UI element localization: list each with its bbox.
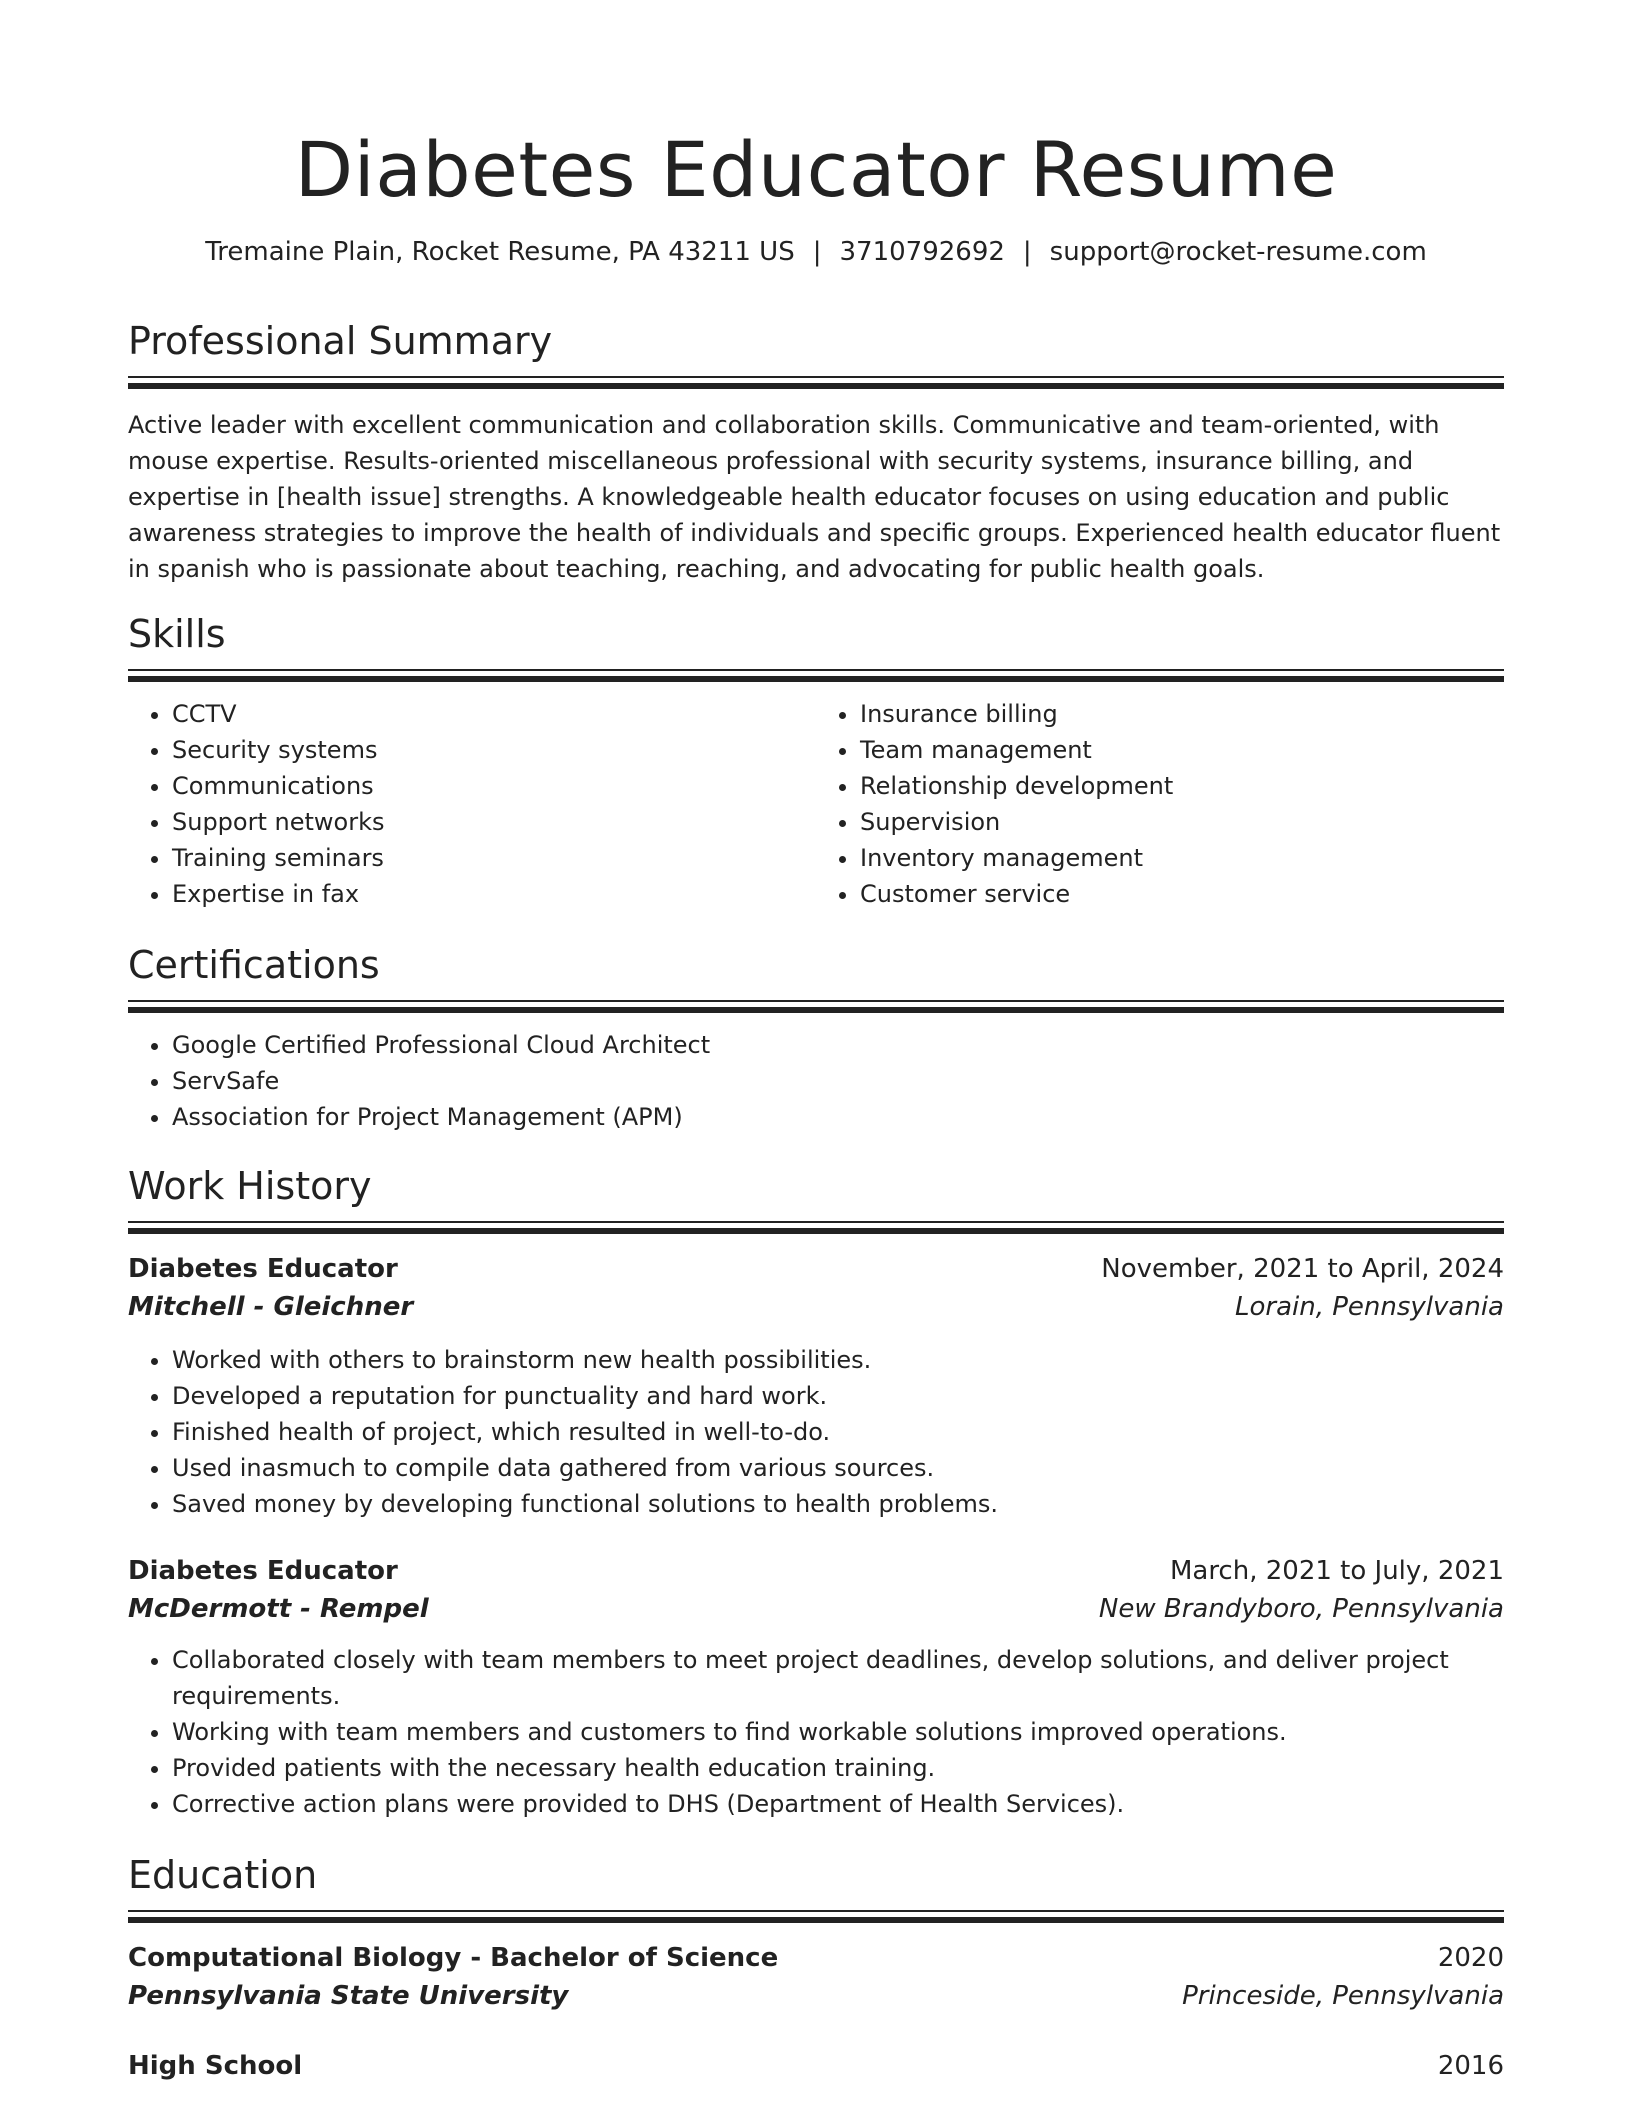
job-subheader <box>128 1288 1504 1326</box>
summary-text: Active leader with excellent communication and collaboration skills. Communicative and team-oriented, with mouse expertise. Results-oriented miscellaneous professional with security systems, insurance billing, and expertise in [health issue] strengths. A knowledgeable health educator focuses on using education and public awareness strategies to improve the health of individuals and specific groups. Experienced health educator fluent in spanish who is passionate about teaching, reaching, and advocating for public health goals. <box>128 411 1501 583</box>
education-heading: Education <box>128 1853 318 1897</box>
education-header <box>128 1939 1504 1977</box>
certifications-list <box>128 1027 1504 1135</box>
skills-section <box>128 609 1504 912</box>
certifications-heading: Certifications <box>128 943 380 987</box>
education-subheader <box>128 1977 1504 2015</box>
section-divider <box>128 1221 1504 1234</box>
skills-columns <box>128 696 1504 912</box>
contact-separator: | <box>1022 237 1032 267</box>
job-bullet: • Working with team members and customers to find workable solutions improved operations. <box>172 1714 1504 1750</box>
job-bullet: • Used inasmuch to compile data gathered from various sources. <box>172 1450 1504 1486</box>
skill-item: • Team management <box>860 732 1504 768</box>
contact-address: Tremaine Plain, Rocket Resume, PA 43211 US <box>205 237 795 267</box>
work-history-heading: Work History <box>128 1164 372 1208</box>
job-bullet: • Finished health of project, which resulted in well-to-do. <box>172 1414 1504 1450</box>
education-year: 2020 <box>1437 1943 1504 1973</box>
job-entry <box>128 1250 1504 1522</box>
skills-heading: Skills <box>128 612 226 656</box>
skill-item: • Security systems <box>172 732 816 768</box>
skills-list-left <box>128 696 816 912</box>
job-bullets <box>128 1342 1504 1522</box>
summary-section <box>128 316 1504 587</box>
section-divider <box>128 1910 1504 1923</box>
skill-item: • Communications <box>172 768 816 804</box>
education-school: Pennsylvania State University <box>128 1981 569 2011</box>
skill-item: • Expertise in fax <box>172 876 816 912</box>
job-company: McDermott - Rempel <box>128 1594 429 1624</box>
job-dates: November, 2021 to April, 2024 <box>1101 1254 1504 1284</box>
section-divider <box>128 376 1504 389</box>
job-location: Lorain, Pennsylvania <box>1235 1292 1504 1322</box>
education-degree: Computational Biology - Bachelor of Science <box>128 1943 779 1973</box>
job-bullet: • Developed a reputation for punctuality and hard work. <box>172 1378 1504 1414</box>
job-location: New Brandyboro, Pennsylvania <box>1098 1594 1504 1624</box>
contact-line <box>128 234 1504 270</box>
contact-separator: | <box>812 237 822 267</box>
job-bullet: • Provided patients with the necessary health education training. <box>172 1750 1504 1786</box>
section-divider <box>128 669 1504 682</box>
job-header <box>128 1552 1504 1590</box>
skills-list-right <box>816 696 1504 912</box>
education-degree: High School <box>128 2051 303 2081</box>
skill-item: • Supervision <box>860 804 1504 840</box>
contact-phone: 3710792692 <box>839 237 1005 267</box>
skill-item: • CCTV <box>172 696 816 732</box>
education-entry <box>128 1939 1504 2015</box>
contact-email: support@rocket-resume.com <box>1049 237 1427 267</box>
certification-item: • Association for Project Management (APM) <box>172 1099 1504 1135</box>
certification-item: • Google Certified Professional Cloud Architect <box>172 1027 1504 1063</box>
work-history-section <box>128 1161 1504 1822</box>
job-company: Mitchell - Gleichner <box>128 1292 414 1322</box>
skill-item: • Training seminars <box>172 840 816 876</box>
summary-heading: Professional Summary <box>128 319 553 363</box>
job-bullets <box>128 1642 1504 1822</box>
education-entry <box>128 2047 1504 2085</box>
job-entry <box>128 1552 1504 1822</box>
skill-item: • Customer service <box>860 876 1504 912</box>
section-divider <box>128 1000 1504 1013</box>
job-title: Diabetes Educator <box>128 1254 398 1284</box>
job-title: Diabetes Educator <box>128 1556 398 1586</box>
education-header <box>128 2047 1504 2085</box>
education-section <box>128 1850 1504 2085</box>
job-bullet: • Saved money by developing functional solutions to health problems. <box>172 1486 1504 1522</box>
skill-item: • Inventory management <box>860 840 1504 876</box>
job-bullet: • Worked with others to brainstorm new health possibilities. <box>172 1342 1504 1378</box>
education-location: Princeside, Pennsylvania <box>1182 1981 1504 2011</box>
resume-title: Diabetes Educator Resume <box>294 125 1338 214</box>
job-dates: March, 2021 to July, 2021 <box>1169 1556 1504 1586</box>
skill-item: • Support networks <box>172 804 816 840</box>
job-header <box>128 1250 1504 1288</box>
skill-item: • Relationship development <box>860 768 1504 804</box>
job-bullet: • Collaborated closely with team members to meet project deadlines, develop solutions, and deliver project requirements. <box>172 1642 1504 1714</box>
job-subheader <box>128 1590 1504 1628</box>
certifications-section <box>128 940 1504 1135</box>
job-bullet: • Corrective action plans were provided to DHS (Department of Health Services). <box>172 1786 1504 1822</box>
certification-item: • ServSafe <box>172 1063 1504 1099</box>
education-year: 2016 <box>1437 2051 1504 2081</box>
skill-item: • Insurance billing <box>860 696 1504 732</box>
